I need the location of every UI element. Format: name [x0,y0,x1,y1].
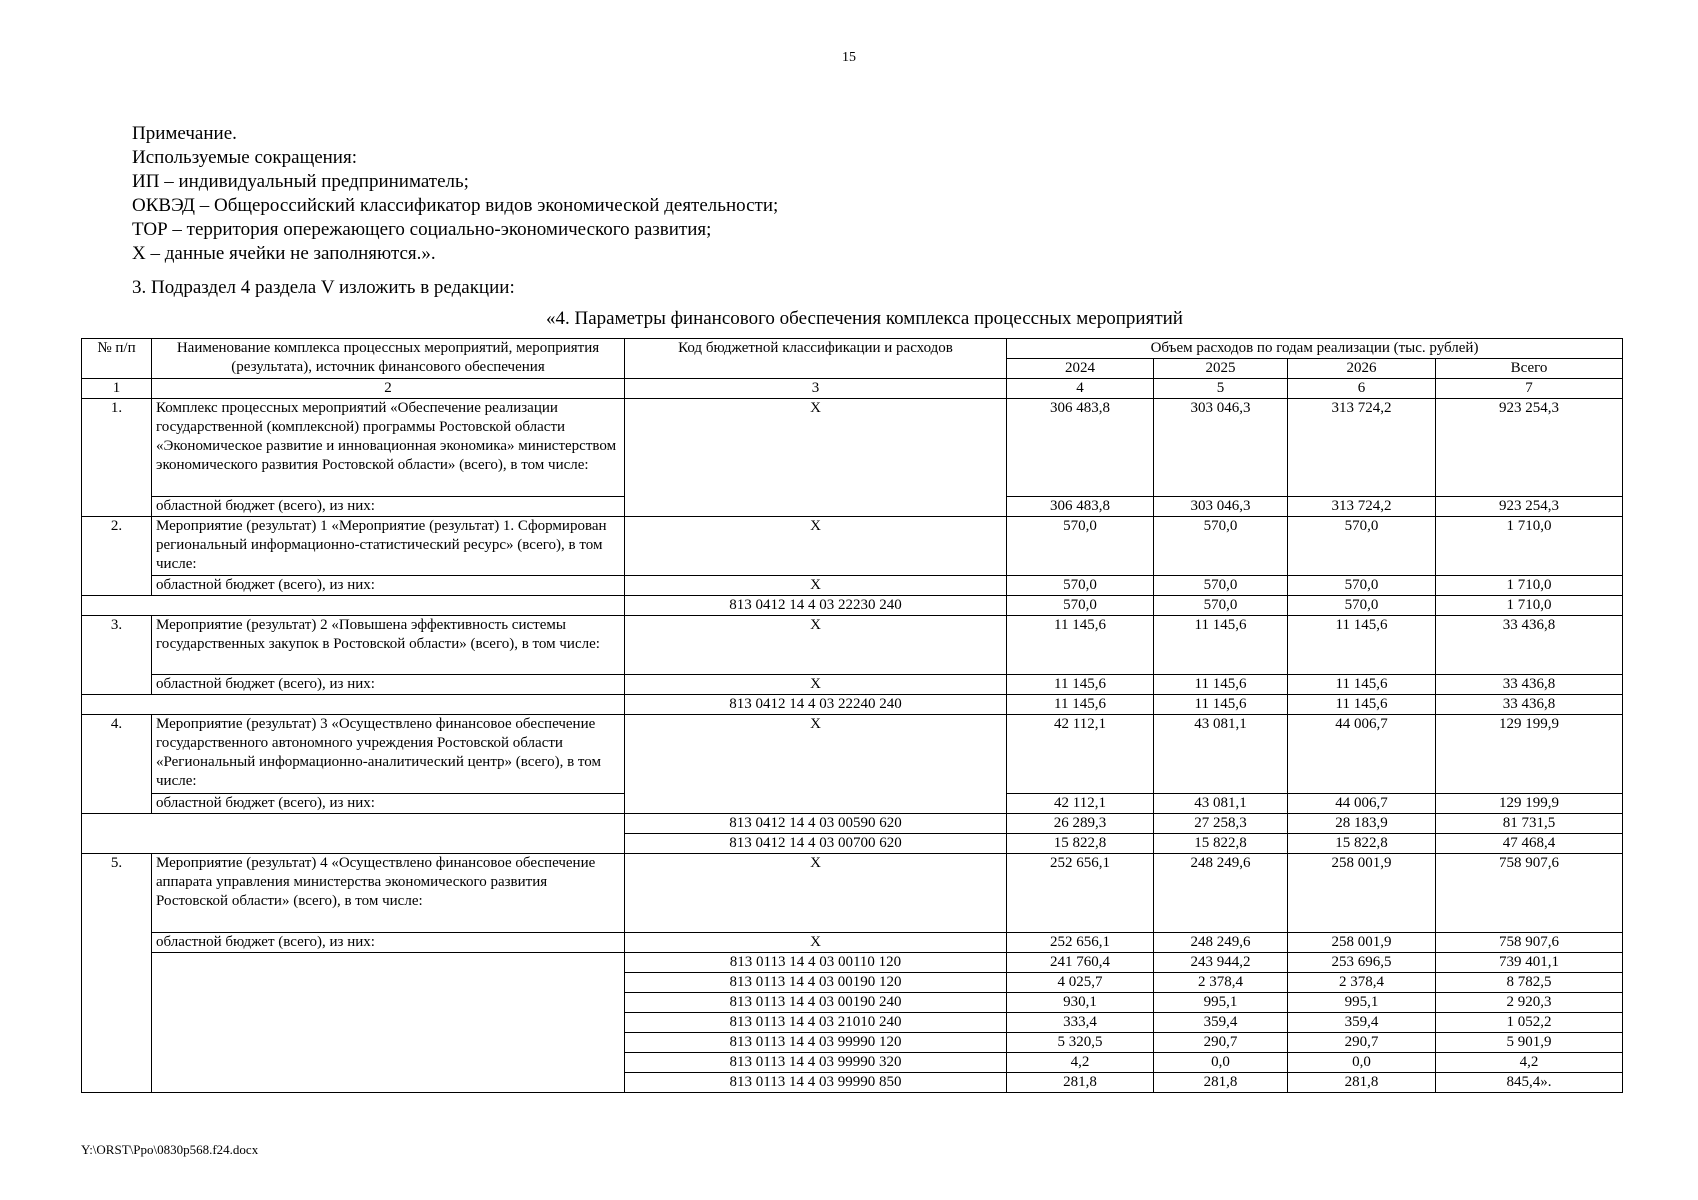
table-row [82,576,1623,596]
row-code: Х [625,715,1007,814]
value-2025: 359,4 [1154,1013,1288,1033]
value-2024: 333,4 [1007,1013,1154,1033]
row-number: 2. [82,517,152,596]
value-2024: 570,0 [1007,576,1154,596]
value-total: 758 907,6 [1436,933,1623,953]
header-code: Код бюджетной классификации и расходов [625,339,1007,379]
value-2024: 42 112,1 [1007,794,1154,814]
value-2026: 15 822,8 [1288,834,1436,854]
value-2026: 2 378,4 [1288,973,1436,993]
value-2026: 11 145,6 [1288,675,1436,695]
value-total: 845,4». [1436,1073,1623,1093]
financing-table [81,338,1623,1093]
value-total: 739 401,1 [1436,953,1623,973]
value-2024: 5 320,5 [1007,1033,1154,1053]
col-number: 4 [1007,379,1154,399]
row-name: Мероприятие (результат) 1 «Мероприятие (результат) 1. Сформирован региональный информационно-статистический ресурс» (всего), в том числе: [152,517,625,576]
value-total: 33 436,8 [1436,675,1623,695]
table-row [82,517,1623,576]
header-row [82,339,1623,359]
table-row [82,814,1623,834]
header-year-2025: 2025 [1154,359,1288,379]
value-2024: 4,2 [1007,1053,1154,1073]
table-row [82,616,1623,675]
value-total: 1 710,0 [1436,517,1623,576]
row-code: 813 0113 14 4 03 99990 850 [625,1073,1007,1093]
value-2026: 11 145,6 [1288,695,1436,715]
table-row [82,933,1623,953]
table-row [82,953,1623,973]
value-total: 8 782,5 [1436,973,1623,993]
row-name: областной бюджет (всего), из них: [152,497,625,517]
value-2024: 306 483,8 [1007,497,1154,517]
header-year-2024: 2024 [1007,359,1154,379]
row-number: 1. [82,399,152,517]
row-name: областной бюджет (всего), из них: [152,675,625,695]
value-2024: 570,0 [1007,517,1154,576]
value-total: 1 052,2 [1436,1013,1623,1033]
value-total: 47 468,4 [1436,834,1623,854]
row-code: 813 0113 14 4 03 00190 240 [625,993,1007,1013]
value-2025: 15 822,8 [1154,834,1288,854]
value-2024: 252 656,1 [1007,933,1154,953]
blank-cell [82,814,625,854]
value-2025: 27 258,3 [1154,814,1288,834]
value-2025: 248 249,6 [1154,933,1288,953]
col-number: 7 [1436,379,1623,399]
row-code: Х [625,616,1007,675]
col-number: 1 [82,379,152,399]
value-total: 33 436,8 [1436,695,1623,715]
value-total: 2 920,3 [1436,993,1623,1013]
row-number: 5. [82,854,152,1093]
value-2026: 570,0 [1288,517,1436,576]
table-row [82,399,1623,497]
notes-block [132,122,778,266]
note-line: Используемые сокращения: [132,147,357,168]
table-row [82,596,1623,616]
value-2025: 11 145,6 [1154,675,1288,695]
value-2024: 4 025,7 [1007,973,1154,993]
table-row [82,675,1623,695]
blank-cell [82,695,625,715]
value-2026: 44 006,7 [1288,794,1436,814]
value-2026: 570,0 [1288,596,1436,616]
value-total: 758 907,6 [1436,854,1623,933]
value-total: 1 710,0 [1436,596,1623,616]
value-2025: 281,8 [1154,1073,1288,1093]
value-2026: 28 183,9 [1288,814,1436,834]
value-2024: 26 289,3 [1007,814,1154,834]
col-number: 3 [625,379,1007,399]
note-line: Х – данные ячейки не заполняются.». [132,243,436,264]
blank-cell [82,596,625,616]
table-row [82,695,1623,715]
value-2025: 243 944,2 [1154,953,1288,973]
blank-cell [152,953,625,1093]
row-code: Х [625,517,1007,576]
value-2025: 995,1 [1154,993,1288,1013]
row-code: 813 0113 14 4 03 99990 120 [625,1033,1007,1053]
instruction-text: 3. Подраздел 4 раздела V изложить в редакции: [132,277,515,298]
row-code: Х [625,576,1007,596]
value-2026: 253 696,5 [1288,953,1436,973]
value-2025: 570,0 [1154,596,1288,616]
value-total: 129 199,9 [1436,794,1623,814]
value-2026: 258 001,9 [1288,854,1436,933]
value-total: 81 731,5 [1436,814,1623,834]
value-total: 1 710,0 [1436,576,1623,596]
value-2026: 290,7 [1288,1033,1436,1053]
row-code: 813 0412 14 4 03 22240 240 [625,695,1007,715]
row-code: 813 0113 14 4 03 00190 120 [625,973,1007,993]
value-total: 923 254,3 [1436,497,1623,517]
value-total: 5 901,9 [1436,1033,1623,1053]
value-2026: 359,4 [1288,1013,1436,1033]
value-2025: 303 046,3 [1154,497,1288,517]
value-total: 33 436,8 [1436,616,1623,675]
value-2025: 290,7 [1154,1033,1288,1053]
value-total: 923 254,3 [1436,399,1623,497]
row-code: Х [625,933,1007,953]
row-name: Мероприятие (результат) 4 «Осуществлено финансовое обеспечение аппарата управления министерства экономического развития Ростовской области» (всего), в том числе: [152,854,625,933]
column-numbers-row [82,379,1623,399]
value-2024: 15 822,8 [1007,834,1154,854]
row-code: 813 0412 14 4 03 00590 620 [625,814,1007,834]
row-code: 813 0113 14 4 03 21010 240 [625,1013,1007,1033]
value-2026: 313 724,2 [1288,497,1436,517]
value-2024: 241 760,4 [1007,953,1154,973]
row-name: областной бюджет (всего), из них: [152,576,625,596]
row-number: 4. [82,715,152,814]
value-2026: 570,0 [1288,576,1436,596]
value-2026: 44 006,7 [1288,715,1436,794]
file-path-footer: Y:\ORST\Ppo\0830p568.f24.docx [81,1142,259,1157]
value-2024: 281,8 [1007,1073,1154,1093]
value-2026: 995,1 [1288,993,1436,1013]
value-2025: 303 046,3 [1154,399,1288,497]
value-2024: 11 145,6 [1007,695,1154,715]
row-number: 3. [82,616,152,695]
value-2025: 11 145,6 [1154,616,1288,675]
value-2024: 11 145,6 [1007,616,1154,675]
row-code: 813 0412 14 4 03 22230 240 [625,596,1007,616]
value-2026: 313 724,2 [1288,399,1436,497]
value-2025: 570,0 [1154,576,1288,596]
value-2026: 258 001,9 [1288,933,1436,953]
value-2025: 43 081,1 [1154,715,1288,794]
note-line: ТОР – территория опережающего социально-экономического развития; [132,219,712,240]
row-name: Мероприятие (результат) 2 «Повышена эффективность системы государственных закупок в Ростовской области» (всего), в том числе: [152,616,625,675]
value-total: 129 199,9 [1436,715,1623,794]
value-2025: 43 081,1 [1154,794,1288,814]
note-line: ОКВЭД – Общероссийский классификатор видов экономической деятельности; [132,195,779,216]
header-year-2026: 2026 [1288,359,1436,379]
row-code: 813 0113 14 4 03 00110 120 [625,953,1007,973]
row-code: 813 0412 14 4 03 00700 620 [625,834,1007,854]
row-code: 813 0113 14 4 03 99990 320 [625,1053,1007,1073]
row-name: Комплекс процессных мероприятий «Обеспечение реализации государственной (комплексной) программы Ростовской области «Экономическое развитие и инновационная экономика» министерством экономического развития Ростовской области» (всего), в том числе: [152,399,625,497]
value-2024: 252 656,1 [1007,854,1154,933]
note-line: Примечание. [132,123,237,144]
row-name: Мероприятие (результат) 3 «Осуществлено финансовое обеспечение государственного автономного учреждения Ростовской области «Региональный информационно-аналитический центр» (всего), в том числе: [152,715,625,794]
value-2025: 2 378,4 [1154,973,1288,993]
value-2025: 248 249,6 [1154,854,1288,933]
col-number: 6 [1288,379,1436,399]
row-code: Х [625,399,1007,517]
value-2025: 11 145,6 [1154,695,1288,715]
col-number: 2 [152,379,625,399]
note-line: ИП – индивидуальный предприниматель; [132,171,469,192]
table-title: «4. Параметры финансового обеспечения комплекса процессных мероприятий [546,308,1183,329]
value-2026: 281,8 [1288,1073,1436,1093]
value-2024: 930,1 [1007,993,1154,1013]
header-num: № п/п [82,339,152,379]
value-total: 4,2 [1436,1053,1623,1073]
table-row [82,715,1623,794]
value-2024: 11 145,6 [1007,675,1154,695]
value-2026: 0,0 [1288,1053,1436,1073]
table-row [82,854,1623,933]
value-2026: 11 145,6 [1288,616,1436,675]
value-2025: 0,0 [1154,1053,1288,1073]
value-2024: 42 112,1 [1007,715,1154,794]
row-name: областной бюджет (всего), из них: [152,933,625,953]
row-code: Х [625,675,1007,695]
header-total: Всего [1436,359,1623,379]
value-2024: 306 483,8 [1007,399,1154,497]
col-number: 5 [1154,379,1288,399]
row-code: Х [625,854,1007,933]
page-number: 15 [842,50,856,65]
value-2024: 570,0 [1007,596,1154,616]
header-name: Наименование комплекса процессных мероприятий, мероприятия (результата), источник финансового обеспечения [152,339,625,379]
value-2025: 570,0 [1154,517,1288,576]
header-volume: Объем расходов по годам реализации (тыс. рублей) [1007,339,1623,359]
row-name: областной бюджет (всего), из них: [152,794,625,814]
